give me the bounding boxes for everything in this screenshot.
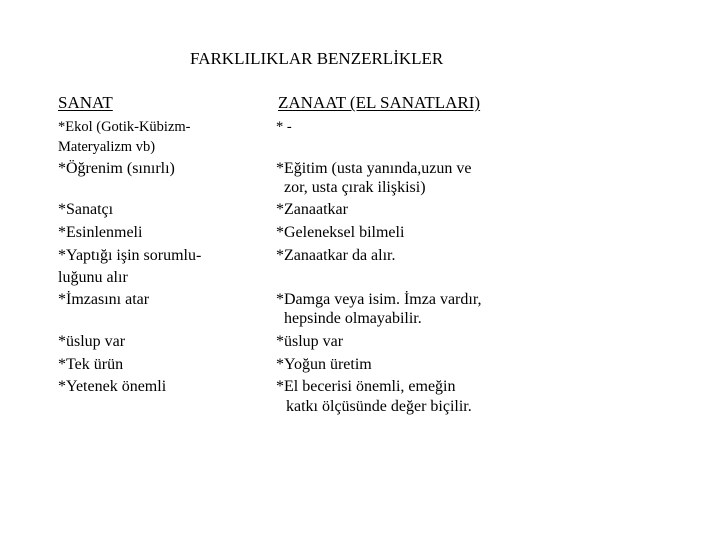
right-line: *Zanaatkar da alır. [276, 247, 396, 264]
left-line: Materyalizm vb) [58, 139, 156, 155]
right-line: *Zanaatkar [276, 201, 348, 218]
right-line: *Eğitim (usta yanında,uzun ve [276, 160, 472, 177]
left-column-heading: SANAT [58, 93, 113, 112]
left-line: *Öğrenim (sınırlı) [58, 160, 175, 177]
right-line: *El becerisi önemli, emeğin [276, 378, 456, 395]
right-line: katkı ölçüsünde değer biçilir. [286, 398, 472, 415]
left-line: *Yaptığı işin sorumlu- [58, 247, 202, 264]
page-title: FARKLILIKLAR BENZERLİKLER [190, 49, 444, 68]
right-line: *Damga veya isim. İmza vardır, [276, 291, 482, 308]
right-line: *Geleneksel bilmeli [276, 224, 405, 241]
left-line: *Sanatçı [58, 201, 114, 218]
left-line: *Yetenek önemli [58, 378, 167, 395]
right-line: zor, usta çırak ilişkisi) [284, 179, 426, 196]
left-line: *İmzasını atar [58, 291, 150, 308]
right-line: *üslup var [276, 333, 344, 350]
right-column-heading: ZANAAT (EL SANATLARI) [278, 93, 481, 112]
left-line: *Ekol (Gotik-Kübizm- [58, 119, 191, 135]
right-line: hepsinde olmayabilir. [284, 310, 422, 327]
right-line: * - [276, 119, 292, 135]
right-line: *Yoğun üretim [276, 356, 372, 373]
left-line: *Esinlenmeli [58, 224, 143, 241]
left-line: luğunu alır [58, 269, 128, 286]
left-line: *üslup var [58, 333, 126, 350]
left-line: *Tek ürün [58, 356, 124, 373]
